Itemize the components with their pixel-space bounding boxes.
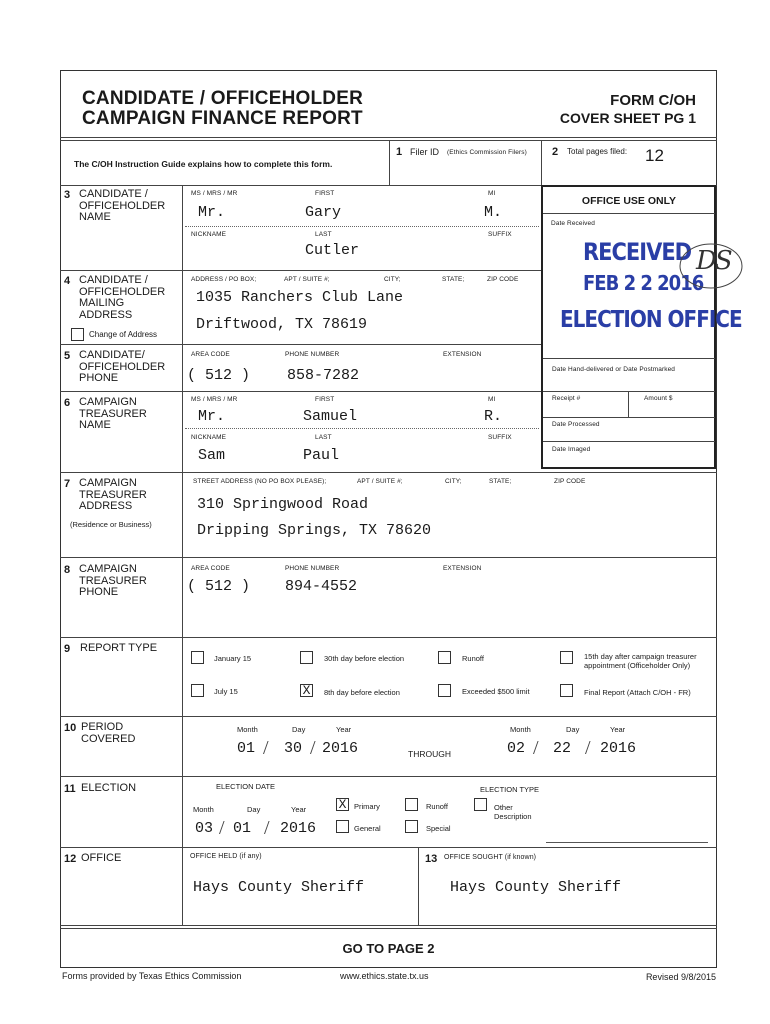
receipt-label: Receipt #: [552, 395, 581, 402]
form-title-line2: CAMPAIGN FINANCE REPORT: [82, 108, 363, 129]
report-jul15-checkbox[interactable]: [191, 684, 204, 697]
extension-header: EXTENSION: [443, 351, 482, 358]
election-month[interactable]: 03: [195, 820, 214, 837]
report-jul15-label: July 15: [214, 687, 238, 696]
treasurer-suffix-header: SUFFIX: [488, 434, 512, 441]
to-month-header: Month: [510, 725, 531, 734]
office-sought-header: OFFICE SOUGHT (if known): [444, 854, 537, 861]
other-description-line[interactable]: [546, 842, 708, 843]
election-date-header: ELECTION DATE: [216, 782, 276, 791]
election-day-header: Day: [247, 805, 261, 814]
period-from-day[interactable]: 30: [284, 740, 303, 757]
election-general-checkbox[interactable]: [336, 820, 349, 833]
section-7-label: CAMPAIGN TREASURER ADDRESS: [79, 477, 147, 512]
treasurer-phone[interactable]: 894-4552: [285, 578, 358, 595]
office-sought-field[interactable]: Hays County Sheriff: [450, 879, 622, 896]
report-final-checkbox[interactable]: [560, 684, 573, 697]
date-slash: /: [533, 737, 539, 759]
change-of-address-checkbox[interactable]: [71, 328, 84, 341]
report-runoff-checkbox[interactable]: [438, 651, 451, 664]
mi-header: MI: [488, 190, 496, 197]
candidate-last-name[interactable]: Cutler: [305, 242, 360, 259]
office-held-header: OFFICE HELD (if any): [190, 853, 262, 860]
report-jan15-checkbox[interactable]: [191, 651, 204, 664]
election-runoff-label: Runoff: [426, 802, 448, 811]
section-4-number: 4: [64, 275, 71, 287]
area-code-header: AREA CODE: [191, 351, 230, 358]
treasurer-prefix[interactable]: Mr.: [198, 408, 226, 425]
received-stamp-date: FEB 2 2 2016: [583, 271, 704, 296]
total-pages-field[interactable]: 12: [645, 146, 664, 165]
from-day-header: Day: [292, 725, 306, 734]
section-6-number: 6: [64, 397, 71, 409]
report-exceeded-label: Exceeded $500 limit: [462, 687, 530, 696]
report-final-label: Final Report (Attach C/OH - FR): [584, 688, 691, 697]
address-header: ADDRESS / PO BOX;: [191, 276, 257, 283]
footer-url[interactable]: www.ethics.state.tx.us: [340, 971, 429, 981]
last-name-header: LAST: [315, 231, 332, 238]
section-10-label: PERIOD COVERED: [81, 721, 136, 745]
go-to-page-2: GO TO PAGE 2: [342, 941, 435, 956]
treasurer-address-line1[interactable]: 310 Springwood Road: [197, 496, 369, 513]
section-12-number: 12: [64, 853, 77, 865]
election-year[interactable]: 2016: [280, 820, 317, 837]
candidate-area-code[interactable]: ( 512 ): [187, 367, 251, 384]
section-8-number: 8: [64, 564, 71, 576]
date-received-label: Date Received: [551, 220, 595, 227]
section-3-label: CANDIDATE / OFFICEHOLDER NAME: [79, 188, 166, 223]
candidate-phone[interactable]: 858-7282: [287, 367, 360, 384]
treasurer-address-line2[interactable]: Dripping Springs, TX 78620: [197, 522, 432, 539]
report-jan15-label: January 15: [214, 654, 252, 663]
treasurer-last-header: LAST: [315, 434, 332, 441]
first-name-header: FIRST: [315, 190, 335, 197]
section-3-number: 3: [64, 189, 71, 201]
section-10-number: 10: [64, 722, 77, 734]
section-7-number: 7: [64, 478, 71, 490]
period-to-year[interactable]: 2016: [600, 740, 637, 757]
form-title-line1: CANDIDATE / OFFICEHOLDER: [82, 88, 363, 109]
election-year-header: Year: [291, 805, 307, 814]
election-other-checkbox[interactable]: [474, 798, 487, 811]
section-4-label: CANDIDATE / OFFICEHOLDER MAILING ADDRESS: [79, 274, 166, 321]
treasurer-city-header: CITY;: [445, 478, 462, 485]
date-slash: /: [263, 737, 269, 759]
report-15day-label: 15th day after campaign treasurer appointment (Officeholder Only): [584, 652, 697, 670]
to-day-header: Day: [566, 725, 580, 734]
total-pages-number: 2: [552, 146, 559, 158]
section-5-label: CANDIDATE/ OFFICEHOLDER PHONE: [79, 349, 166, 384]
treasurer-last-name[interactable]: Paul: [303, 447, 340, 464]
treasurer-prefix-header: MS / MRS / MR: [191, 396, 238, 403]
treasurer-mi[interactable]: R.: [484, 408, 503, 425]
received-stamp-office: ELECTION OFFICE: [560, 305, 742, 333]
date-slash: /: [264, 817, 270, 839]
section-9-label: REPORT TYPE: [80, 642, 158, 654]
period-to-day[interactable]: 22: [553, 740, 572, 757]
report-8day-checkbox[interactable]: X: [300, 684, 313, 697]
office-use-title: OFFICE USE ONLY: [581, 195, 677, 207]
zip-header: ZIP CODE: [487, 276, 519, 283]
treasurer-state-header: STATE;: [489, 478, 512, 485]
treasurer-zip-header: ZIP CODE: [554, 478, 586, 485]
through-label: THROUGH: [408, 749, 451, 759]
date-imaged-label: Date Imaged: [552, 446, 591, 453]
election-general-label: General: [354, 824, 381, 833]
election-primary-label: Primary: [354, 802, 380, 811]
candidate-prefix[interactable]: Mr.: [198, 204, 226, 221]
change-of-address-label: Change of Address: [89, 330, 158, 339]
city-header: CITY;: [384, 276, 401, 283]
instruction-note: The C/OH Instruction Guide explains how to complete this form.: [74, 159, 333, 169]
date-slash: /: [585, 737, 591, 759]
to-year-header: Year: [610, 725, 626, 734]
election-special-label: Special: [426, 824, 451, 833]
election-type-header: ELECTION TYPE: [480, 785, 540, 794]
footer-revised: Revised 9/8/2015: [645, 972, 716, 982]
section-8-label: CAMPAIGN TREASURER PHONE: [79, 563, 147, 598]
period-from-month[interactable]: 01: [237, 740, 256, 757]
section-11-label: ELECTION: [81, 782, 137, 794]
section-7-sublabel: (Residence or Business): [70, 520, 152, 529]
election-runoff-checkbox[interactable]: [405, 798, 418, 811]
from-month-header: Month: [237, 725, 258, 734]
election-other-label: Other Description: [494, 803, 532, 821]
election-primary-checkbox[interactable]: X: [336, 798, 349, 811]
period-to-month[interactable]: 02: [507, 740, 526, 757]
state-header: STATE;: [442, 276, 465, 283]
section-13-number: 13: [425, 853, 438, 865]
election-special-checkbox[interactable]: [405, 820, 418, 833]
report-30day-label: 30th day before election: [324, 654, 405, 663]
office-held-field[interactable]: Hays County Sheriff: [193, 879, 365, 896]
filer-id-label: Filer ID: [410, 147, 439, 157]
filer-id-sublabel: (Ethics Commission Filers): [447, 149, 527, 156]
treasurer-address-header: STREET ADDRESS (NO PO BOX PLEASE);: [193, 478, 327, 485]
candidate-address-line1[interactable]: 1035 Ranchers Club Lane: [196, 289, 404, 306]
section-6-label: CAMPAIGN TREASURER NAME: [79, 396, 147, 431]
section-12-label: OFFICE: [81, 852, 122, 864]
candidate-first-name[interactable]: Gary: [305, 204, 342, 221]
election-day[interactable]: 01: [233, 820, 252, 837]
treasurer-apt-header: APT / SUITE #;: [357, 478, 403, 485]
amount-label: Amount $: [644, 395, 673, 402]
report-30day-checkbox[interactable]: [300, 651, 313, 664]
from-year-header: Year: [336, 725, 352, 734]
treasurer-first-header: FIRST: [315, 396, 335, 403]
candidate-address-line2[interactable]: Driftwood, TX 78619: [196, 316, 368, 333]
treasurer-area-header: AREA CODE: [191, 565, 230, 572]
treasurer-ext-header: EXTENSION: [443, 565, 482, 572]
total-pages-label: Total pages filed:: [567, 147, 628, 156]
report-15day-checkbox[interactable]: [560, 651, 573, 664]
treasurer-nickname[interactable]: Sam: [198, 447, 226, 464]
treasurer-mi-header: MI: [488, 396, 496, 403]
date-processed-label: Date Processed: [552, 421, 600, 428]
initials-handwritten: DS: [696, 246, 731, 276]
section-9-number: 9: [64, 643, 71, 655]
treasurer-nickname-header: NICKNAME: [191, 434, 227, 441]
apt-header: APT / SUITE #;: [284, 276, 330, 283]
footer-provided-by: Forms provided by Texas Ethics Commission: [62, 971, 242, 981]
treasurer-first-name[interactable]: Samuel: [303, 408, 358, 425]
nickname-header: NICKNAME: [191, 231, 227, 238]
treasurer-phone-header: PHONE NUMBER: [285, 565, 340, 572]
filer-id-number: 1: [396, 146, 403, 158]
form-id-line2: COVER SHEET PG 1: [559, 110, 696, 126]
period-from-year[interactable]: 2016: [322, 740, 359, 757]
phone-header: PHONE NUMBER: [285, 351, 340, 358]
report-exceeded-checkbox[interactable]: [438, 684, 451, 697]
report-8day-label: 8th day before election: [324, 688, 400, 697]
received-stamp: RECEIVED: [583, 238, 692, 266]
date-slash: /: [219, 817, 225, 839]
prefix-header: MS / MRS / MR: [191, 190, 238, 197]
date-slash: /: [310, 737, 316, 759]
section-11-number: 11: [64, 783, 76, 795]
section-5-number: 5: [64, 350, 71, 362]
candidate-mi[interactable]: M.: [484, 204, 503, 221]
treasurer-area-code[interactable]: ( 512 ): [187, 578, 251, 595]
form-id-line1: FORM C/OH: [610, 92, 696, 109]
election-month-header: Month: [193, 805, 214, 814]
hand-delivered-label: Date Hand-delivered or Date Postmarked: [552, 366, 676, 373]
suffix-header: SUFFIX: [488, 231, 512, 238]
report-runoff-label: Runoff: [462, 654, 484, 663]
